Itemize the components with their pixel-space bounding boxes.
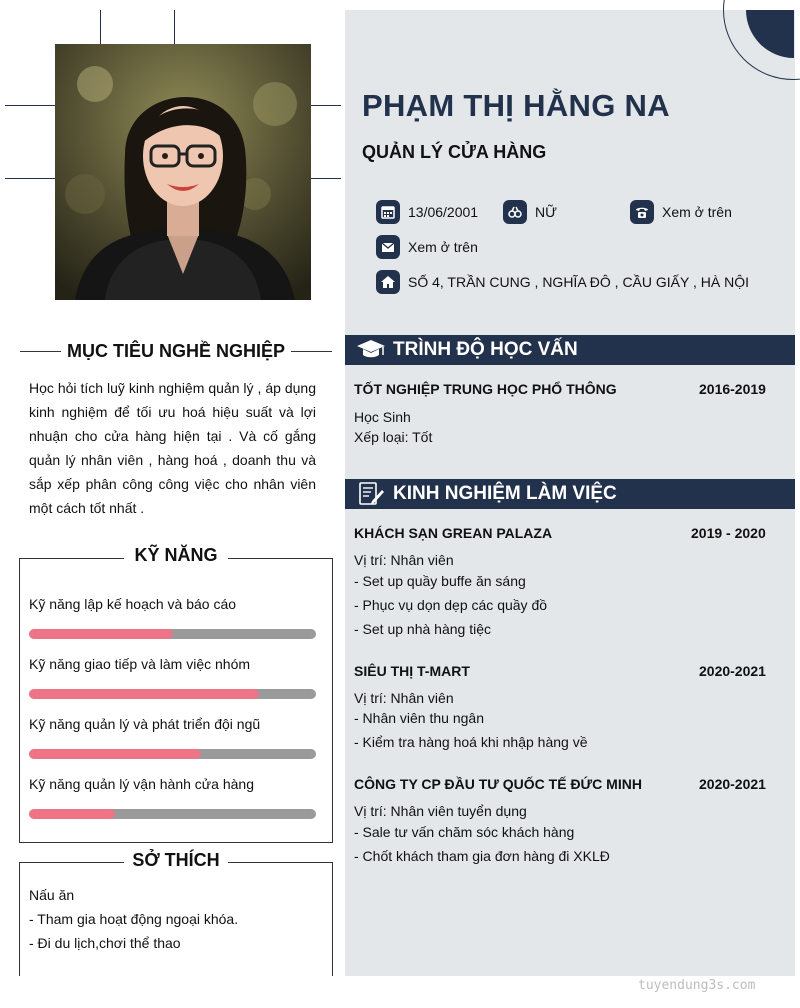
skill-label: Kỹ năng quản lý vận hành cửa hàng xyxy=(29,776,254,792)
job-title: QUẢN LÝ CỬA HÀNG xyxy=(362,142,547,162)
skill-bar xyxy=(29,689,316,699)
experience-header xyxy=(345,479,795,509)
frame-line xyxy=(311,178,341,179)
skill-label: Kỹ năng lập kế hoạch và báo cáo xyxy=(29,596,237,612)
experience-line: - Nhân viên thu ngân xyxy=(354,710,484,726)
calendar-icon xyxy=(376,200,400,224)
profile-photo xyxy=(55,44,311,300)
experience-line: - Kiểm tra hàng hoá khi nhập hàng về xyxy=(354,734,588,750)
frame-line xyxy=(100,10,101,44)
document-edit-icon xyxy=(355,481,387,507)
email-value: Xem ở trên xyxy=(408,239,478,255)
objective-title: MỤC TIÊU NGHỀ NGHIỆP xyxy=(67,341,286,361)
phone-icon xyxy=(630,200,654,224)
skill-bar-fill xyxy=(29,749,201,759)
skills-title: KỸ NĂNG xyxy=(134,545,218,565)
experience-years: 2020-2021 xyxy=(699,663,766,679)
gender-icon xyxy=(503,200,527,224)
skill-label: Kỹ năng giao tiếp và làm việc nhóm xyxy=(29,656,251,672)
education-title: TRÌNH ĐỘ HỌC VẤN xyxy=(393,339,578,360)
education-header xyxy=(345,335,795,365)
experience-line: - Chốt khách tham gia đơn hàng đi XKLĐ xyxy=(354,848,610,864)
skill-bar-fill xyxy=(29,629,173,639)
address-row xyxy=(376,270,749,294)
frame-line xyxy=(311,105,341,106)
education-years: 2016-2019 xyxy=(699,381,766,397)
objective-text: Học hỏi tích luỹ kinh nghiệm quản lý , áp dụng kinh nghiệm để tối ưu hoá hiệu suất và lợi nhuận cho cửa hàng hiện tại . Và cố gắng quản lý nhân viên , hàng hoá , doanh thu và sắp xếp phân công công việc cho nhân viên một cách tốt nhất . xyxy=(29,380,316,516)
experience-years: 2020-2021 xyxy=(699,776,766,792)
experience-line: - Sale tư vấn chăm sóc khách hàng xyxy=(354,824,575,840)
experience-line: Vị trí: Nhân viên tuyển dụng xyxy=(354,803,527,819)
skill-bar-fill xyxy=(29,689,259,699)
skill-bar-fill xyxy=(29,809,115,819)
frame-line xyxy=(5,105,55,106)
corner-arc xyxy=(723,0,800,80)
experience-title: KINH NGHIỆM LÀM VIỆC xyxy=(393,483,617,504)
frame-line xyxy=(5,178,55,179)
experience-line: - Set up quầy buffe ăn sáng xyxy=(354,573,526,589)
watermark: tuyendung3s.com xyxy=(638,978,756,993)
objective-heading xyxy=(20,341,332,362)
candidate-name: PHẠM THỊ HẰNG NA xyxy=(362,88,670,123)
email-row xyxy=(376,235,478,259)
frame-line xyxy=(174,10,175,44)
address-value: SỐ 4, TRẦN CUNG , NGHĨA ĐÔ , CẦU GIẤY , HÀ NỘI xyxy=(408,274,749,290)
hobbies-title: SỞ THÍCH xyxy=(132,850,220,870)
experience-years: 2019 - 2020 xyxy=(691,525,766,541)
experience-company: SIÊU THỊ T-MART xyxy=(354,663,470,679)
hobby-item: Nấu ăn xyxy=(29,887,75,903)
experience-line: Vị trí: Nhân viên xyxy=(354,690,454,706)
skill-bar xyxy=(29,629,316,639)
experience-line: - Phục vụ dọn dẹp các quầy đồ xyxy=(354,597,548,613)
experience-company: KHÁCH SẠN GREAN PALAZA xyxy=(354,525,553,541)
birthday-value: 13/06/2001 xyxy=(408,204,479,220)
experience-line: - Set up nhà hàng tiệc xyxy=(354,621,491,637)
skill-bar xyxy=(29,809,316,819)
birthday-row xyxy=(376,200,478,224)
experience-line: Vị trí: Nhân viên xyxy=(354,552,454,568)
experience-company: CÔNG TY CP ĐẦU TƯ QUỐC TẾ ĐỨC MINH xyxy=(354,776,642,792)
education-line: Xếp loại: Tốt xyxy=(354,429,433,445)
hobby-item: - Đi du lịch,chơi thể thao xyxy=(29,935,181,951)
phone-value: Xem ở trên xyxy=(662,204,732,220)
skill-bar xyxy=(29,749,316,759)
skill-label: Kỹ năng quản lý và phát triển đội ngũ xyxy=(29,716,261,732)
gender-value: NỮ xyxy=(535,204,558,220)
education-line: Học Sinh xyxy=(354,409,411,425)
hobby-item: - Tham gia hoạt động ngoại khóa. xyxy=(29,911,239,927)
education-school: TỐT NGHIỆP TRUNG HỌC PHỔ THÔNG xyxy=(354,381,617,397)
envelope-icon xyxy=(376,235,400,259)
home-icon xyxy=(376,270,400,294)
phone-row xyxy=(630,200,732,224)
gender-row xyxy=(503,200,557,224)
graduation-cap-icon xyxy=(355,337,387,363)
